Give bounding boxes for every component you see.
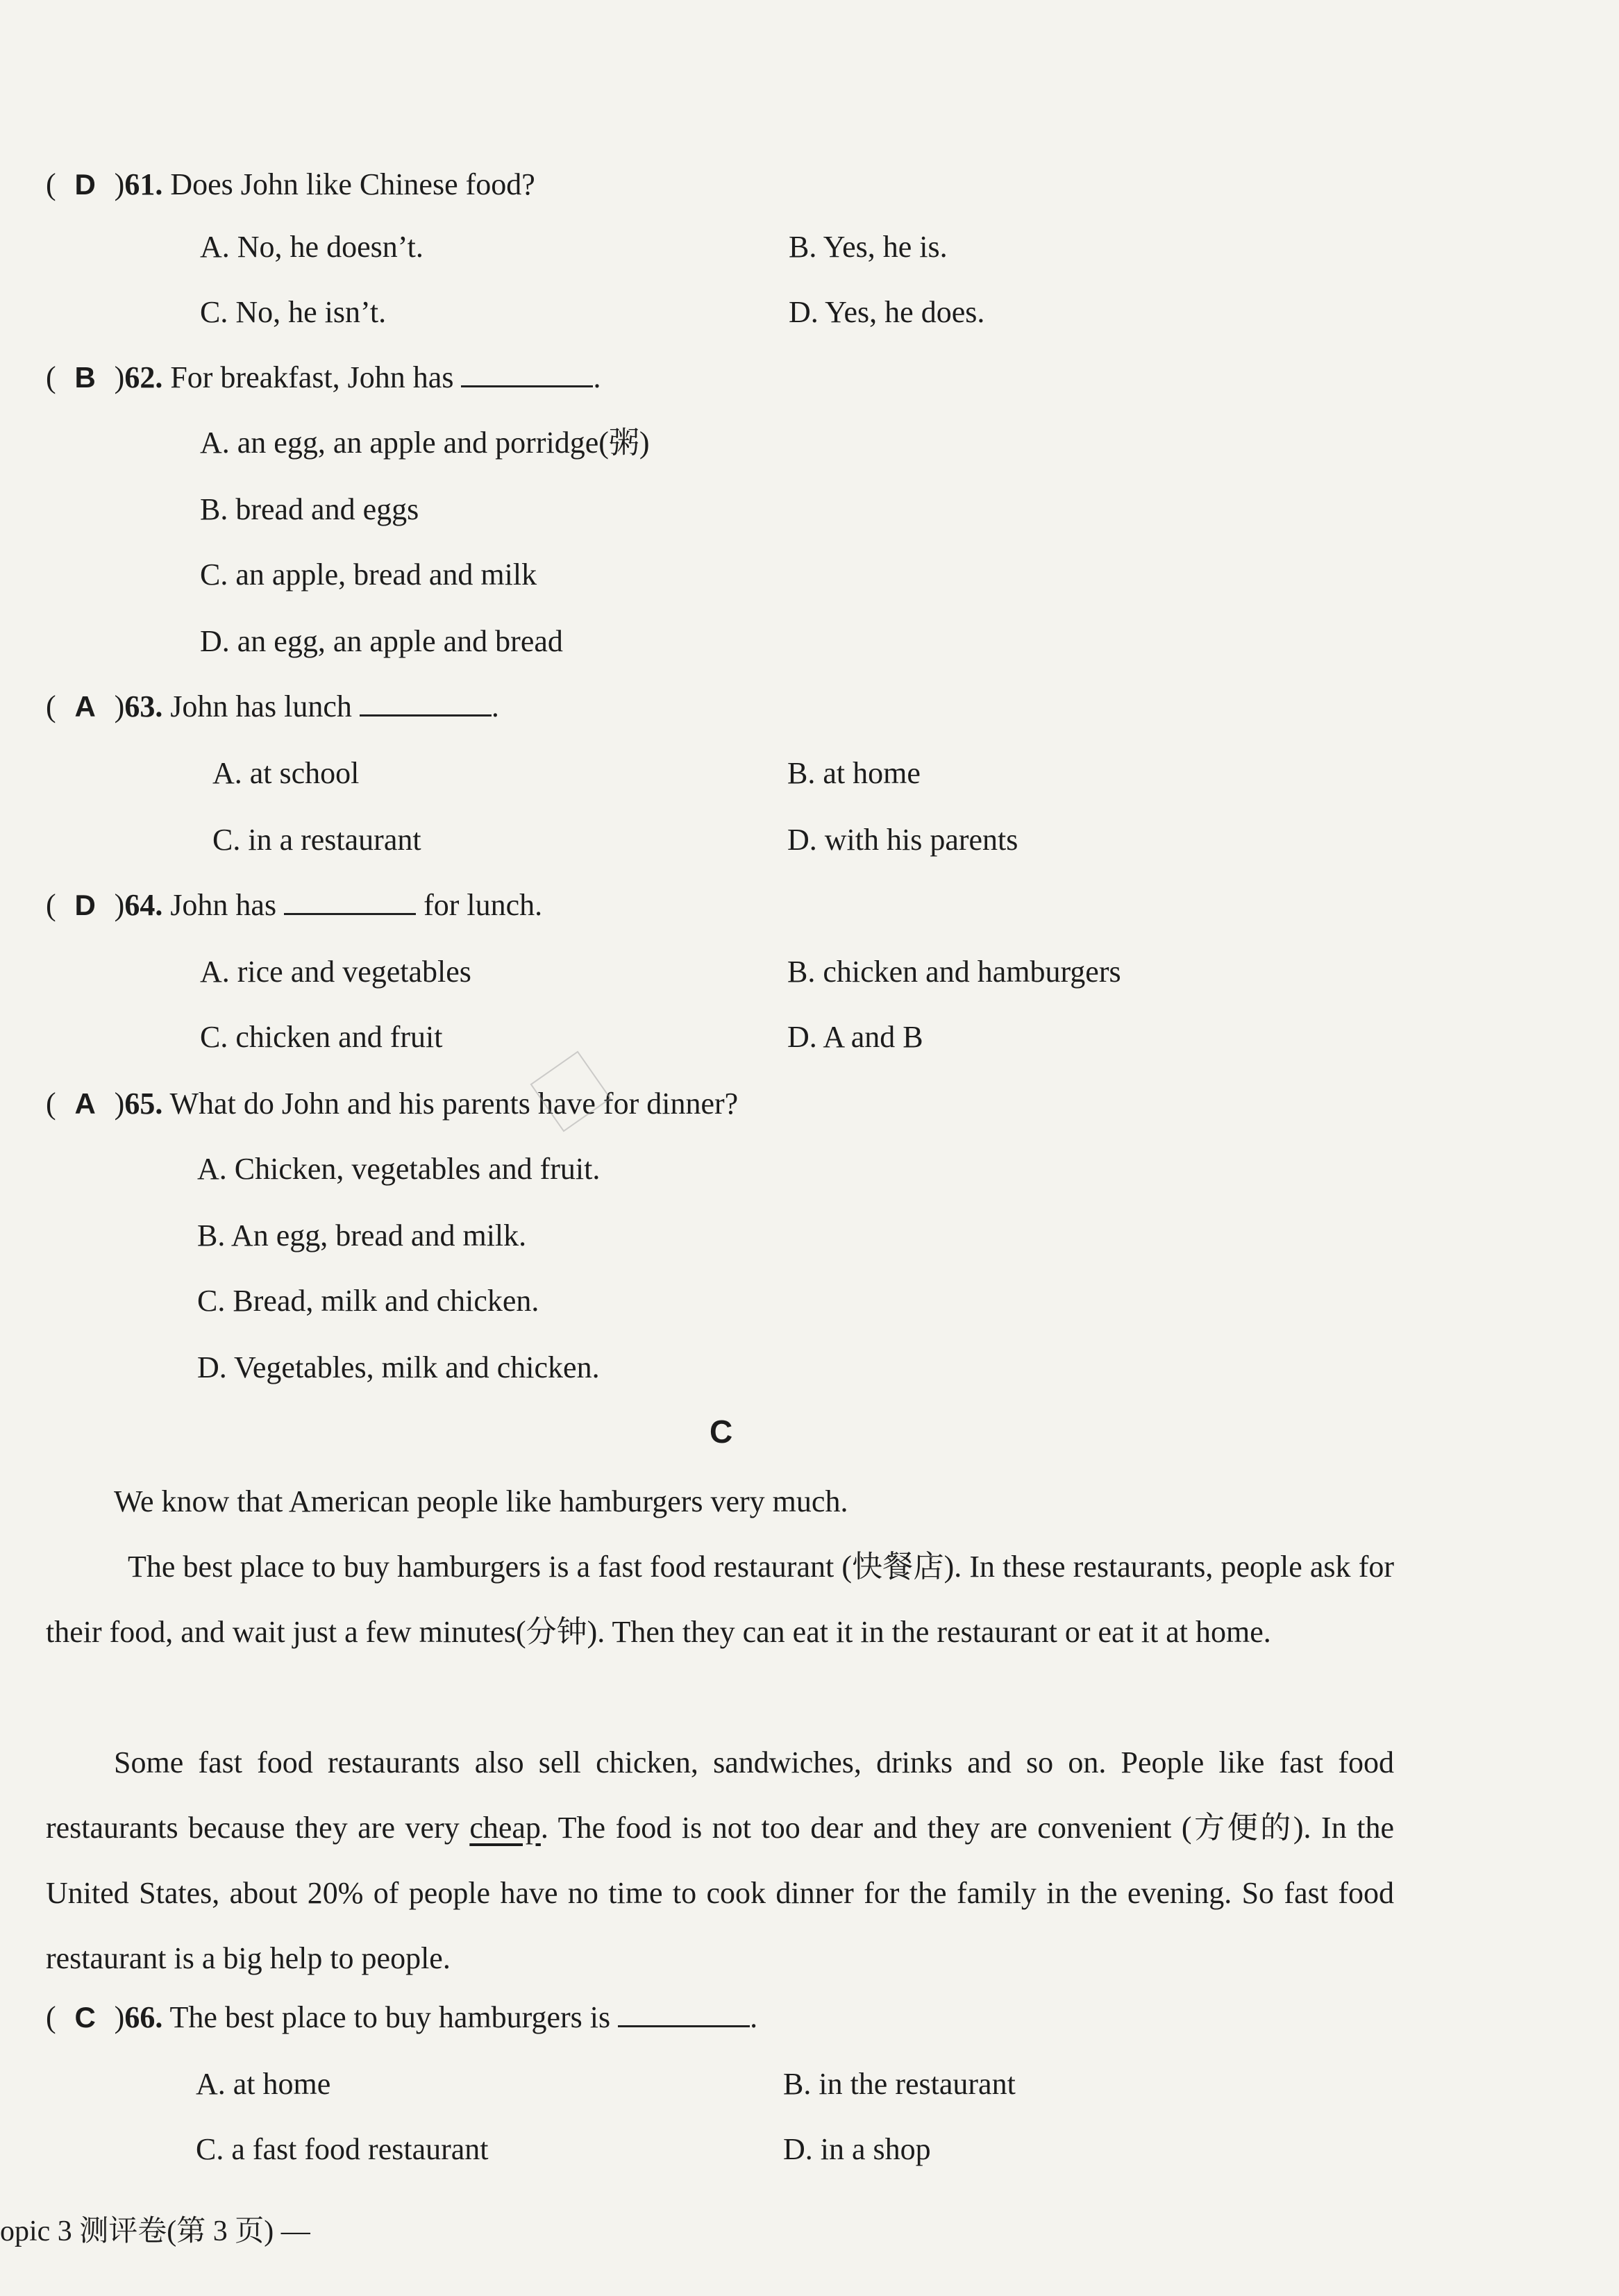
answer-62: B — [74, 361, 96, 394]
passage-paragraph-2: The best place to buy hamburgers is a fast food restaurant (快餐店). In these restaurants, people ask for their food, and wait just a few minutes(分钟). Then they can eat it in the restaurant or eat it at home. — [46, 1550, 1394, 1649]
open-bracket: ( — [46, 360, 56, 394]
option-65-c: C. Bread, milk and chicken. — [197, 1284, 539, 1318]
close-bracket: ) — [114, 2000, 125, 2034]
close-bracket: ) — [114, 360, 125, 394]
question-number: 63. — [124, 689, 163, 723]
option-64-c: C. chicken and fruit — [200, 1020, 443, 1054]
question-text: John has — [170, 888, 277, 922]
answer-63: A — [74, 690, 96, 723]
passage-paragraph-3 — [46, 1730, 1394, 1991]
question-65 — [46, 1084, 738, 1123]
question-text-end: . — [593, 360, 601, 394]
option-63-d: D. with his parents — [787, 823, 1018, 857]
question-text-end: . — [750, 2000, 758, 2034]
section-title-c: C — [710, 1414, 733, 1450]
question-text-end: . — [491, 689, 499, 723]
passage-paragraph-1: We know that American people like hamburgers very much. — [114, 1484, 848, 1518]
option-62-c: C. an apple, bread and milk — [200, 558, 537, 592]
question-text: The best place to buy hamburgers is — [169, 2000, 611, 2034]
question-61 — [46, 165, 535, 204]
question-text: What do John and his parents have for dinner? — [169, 1087, 739, 1121]
option-63-b: B. at home — [787, 756, 921, 790]
passage-text: Some fast food restaurants also sell chicken, sandwiches, drinks and so on. People like fast food restaurants because they are very — [46, 1745, 1394, 1845]
option-65-b: B. An egg, bread and milk. — [197, 1218, 527, 1252]
open-bracket: ( — [46, 888, 56, 922]
open-bracket: ( — [46, 689, 56, 723]
option-63-a: A. at school — [212, 756, 360, 790]
question-number: 66. — [124, 2000, 163, 2034]
option-66-a: A. at home — [196, 2067, 331, 2101]
question-text: Does John like Chinese food? — [170, 167, 535, 201]
question-number: 62. — [124, 360, 163, 394]
close-bracket: ) — [114, 689, 125, 723]
question-64 — [46, 886, 542, 925]
option-61-d: D. Yes, he does. — [789, 295, 985, 329]
close-bracket: ) — [114, 167, 125, 201]
option-64-b: B. chicken and hamburgers — [787, 955, 1121, 989]
question-text: John has lunch — [170, 689, 352, 723]
option-62-a: A. an egg, an apple and porridge(粥) — [200, 426, 650, 460]
option-65-d: D. Vegetables, milk and chicken. — [197, 1350, 600, 1384]
option-64-a: A. rice and vegetables — [200, 955, 471, 989]
option-66-d: D. in a shop — [783, 2132, 931, 2166]
question-number: 64. — [124, 888, 163, 922]
option-61-a: A. No, he doesn’t. — [200, 230, 423, 264]
answer-blank — [618, 1999, 750, 2027]
answer-66: C — [74, 2001, 96, 2034]
open-bracket: ( — [46, 2000, 56, 2034]
option-62-b: B. bread and eggs — [200, 492, 419, 526]
option-61-c: C. No, he isn’t. — [200, 295, 387, 329]
option-65-a: A. Chicken, vegetables and fruit. — [197, 1152, 601, 1186]
close-bracket: ) — [114, 888, 125, 922]
close-bracket: ) — [114, 1087, 125, 1121]
question-number: 65. — [124, 1087, 163, 1121]
answer-64: D — [74, 889, 96, 921]
answer-blank — [461, 359, 593, 387]
underlined-word: cheap — [469, 1811, 541, 1845]
option-64-d: D. A and B — [787, 1020, 923, 1054]
option-62-d: D. an egg, an apple and bread — [200, 624, 563, 658]
answer-blank — [284, 887, 416, 915]
question-66 — [46, 1998, 757, 2037]
answer-blank — [360, 688, 492, 717]
answer-61: D — [74, 168, 96, 201]
question-text: For breakfast, John has — [170, 360, 454, 394]
option-61-b: B. Yes, he is. — [789, 230, 948, 264]
open-bracket: ( — [46, 1087, 56, 1121]
question-63 — [46, 687, 499, 726]
answer-65: A — [74, 1087, 96, 1120]
question-62 — [46, 358, 601, 397]
passage-text: . The food is not too dear and they are convenient (方便的). In the United States, about 20% of people have no time to cook dinner for the family in the evening. So fast food restaurant is a big help to people. — [46, 1811, 1395, 1975]
open-bracket: ( — [46, 167, 56, 201]
question-text-end: for lunch. — [423, 888, 543, 922]
option-66-c: C. a fast food restaurant — [196, 2132, 489, 2166]
page-footer: opic 3 测评卷(第 3 页) — — [0, 2215, 310, 2247]
question-number: 61. — [124, 167, 163, 201]
option-66-b: B. in the restaurant — [783, 2067, 1016, 2101]
option-63-c: C. in a restaurant — [212, 823, 421, 857]
